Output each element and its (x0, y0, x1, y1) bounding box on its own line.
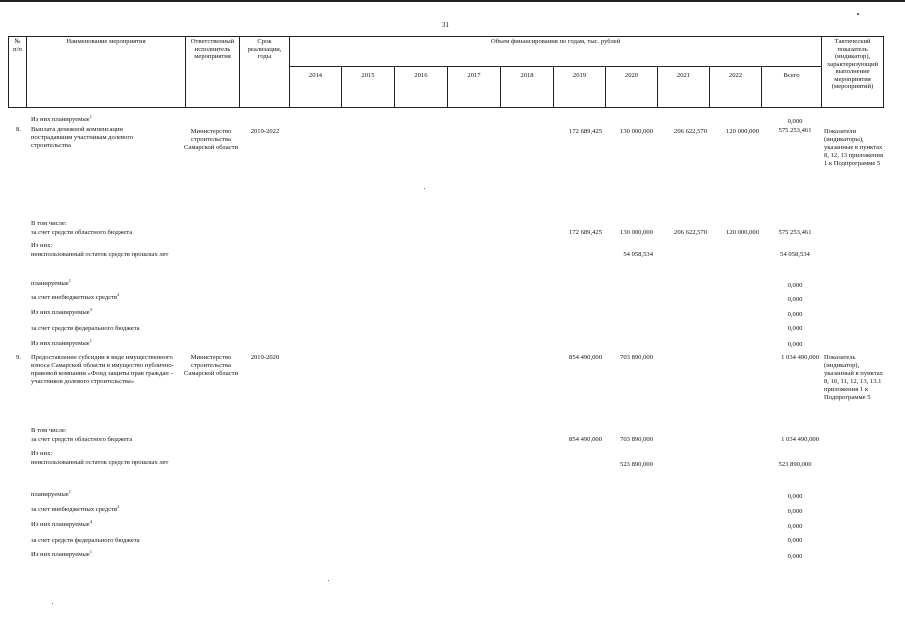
row-label: В том числе: (31, 427, 67, 434)
row-total: 575 253,461 (778, 127, 812, 134)
item-number: 9. (16, 354, 21, 361)
row-label: Из них планируемые$^3$ (31, 307, 92, 316)
value-2019: 172 689,425 (569, 128, 602, 135)
row-label: Из них планируемые$^1$ (31, 549, 92, 558)
value-2021: 206 622,570 (674, 229, 707, 236)
row-label: планируемые$^1$ (31, 278, 71, 287)
row-label: за счет внебюджетных средств$^2$ (31, 504, 120, 513)
row-label: за счет средств областного бюджета (31, 229, 133, 236)
header-year: 2014 (290, 67, 342, 108)
row-label: Из них планируемые$^1$ (31, 338, 92, 347)
row-label: Из них планируемые$^4$ (31, 519, 92, 528)
header-indicator: Тактический показатель (индикатор), характеризующий выполнение мероприятия (мероприятий) (822, 37, 884, 108)
row-label: Из них: (31, 450, 53, 457)
row-total: 575 253,461 (778, 229, 812, 236)
item-term: 2019-2020 (250, 354, 280, 361)
row-total: 0,000 (787, 282, 803, 289)
value-2019: 854 490,000 (569, 354, 602, 361)
header-number: № п/п (9, 37, 27, 108)
row-total: 54 058,534 (780, 251, 810, 258)
item-name: Выплата денежной компенсации пострадавшим участникам долевого строительства (31, 126, 134, 149)
row-label: Из них: (31, 242, 53, 249)
header-year: 2016 (395, 67, 448, 108)
row-label: В том числе: (31, 220, 67, 227)
row-total: 1 034 490,000 (781, 436, 819, 443)
value-2021: 206 622,570 (674, 128, 707, 135)
row-total: 0,000 (787, 537, 803, 544)
item-name: Предоставление субсидии в виде имущественного взноса Самарской области в имущество публично-правовой компании «Фонд защиты прав граждан – участников долевого строительства» (31, 354, 174, 385)
row-label: неиспользованный остаток средств прошлых лет (31, 251, 169, 258)
row-total: 0,000 (787, 493, 803, 500)
header-year: 2015 (342, 67, 395, 108)
value-2019: 172 689,425 (569, 229, 602, 236)
row-total: 523 890,000 (778, 461, 812, 468)
value-2020: 703 890,000 (620, 436, 653, 443)
row-label: за счет внебюджетных средств$^2$ (31, 292, 120, 301)
header-event-name: Наименование мероприятия (27, 37, 186, 108)
header-year: 2018 (501, 67, 554, 108)
item-term: 2019-2022 (250, 128, 280, 135)
header-year: 2017 (448, 67, 501, 108)
row-total: 0,000 (787, 508, 803, 515)
value-2020: 523 890,000 (620, 461, 653, 468)
header-year: 2019 (554, 67, 606, 108)
row-label: планируемые$^1$ (31, 489, 71, 498)
item-indicator: Показатель (индикатор), указанный в пунктах 8, 10, 11, 12, 13, 13.1 приложения 1 к Подпрограмме 5 (824, 354, 883, 401)
item-responsible: Министерство строительства Самарской области (184, 354, 238, 377)
row-total: 0,000 (787, 311, 803, 318)
header-responsible: Ответственный исполнитель мероприятия (186, 37, 240, 108)
row-total: 0,000 (787, 118, 803, 125)
row-total: 0,000 (787, 296, 803, 303)
value-2022: 120 000,000 (726, 229, 759, 236)
header-funding: Объем финансирования по годам, тыс. рублей (290, 37, 822, 67)
header-year: 2022 (710, 67, 762, 108)
row-label: за счет средств областного бюджета (31, 436, 133, 443)
row-total: 0,000 (787, 341, 803, 348)
item-responsible: Министерство строительства Самарской области (184, 128, 238, 151)
page-number: 31 (442, 21, 449, 29)
row-label: неиспользованный остаток средств прошлых лет (31, 459, 169, 466)
row-total: 1 034 490,000 (781, 354, 819, 361)
value-2019: 854 490,000 (569, 436, 602, 443)
item-indicator: Показатели (индикаторы), указанные в пунктах 8, 12, 13 приложения 1 к Подпрограмме 5 (824, 128, 883, 167)
header-term: Срок реализации, годы (240, 37, 290, 108)
row-total: 0,000 (787, 523, 803, 530)
row-total: 0,000 (787, 553, 803, 560)
header-year: 2020 (606, 67, 658, 108)
value-2020: 54 058,534 (623, 251, 653, 258)
row-total: 0,000 (787, 325, 803, 332)
header-year: 2021 (658, 67, 710, 108)
row-label: за счет средств федерального бюджета (31, 537, 140, 544)
header-total: Всего (762, 67, 822, 108)
row-label: Из них планируемые$^1$ (31, 114, 92, 123)
item-number: 8. (16, 126, 21, 133)
row-label: за счет средств федерального бюджета (31, 325, 140, 332)
value-2022: 120 000,000 (726, 128, 759, 135)
value-2020: 130 000,000 (620, 128, 653, 135)
value-2020: 703 890,000 (620, 354, 653, 361)
value-2020: 130 000,000 (620, 229, 653, 236)
